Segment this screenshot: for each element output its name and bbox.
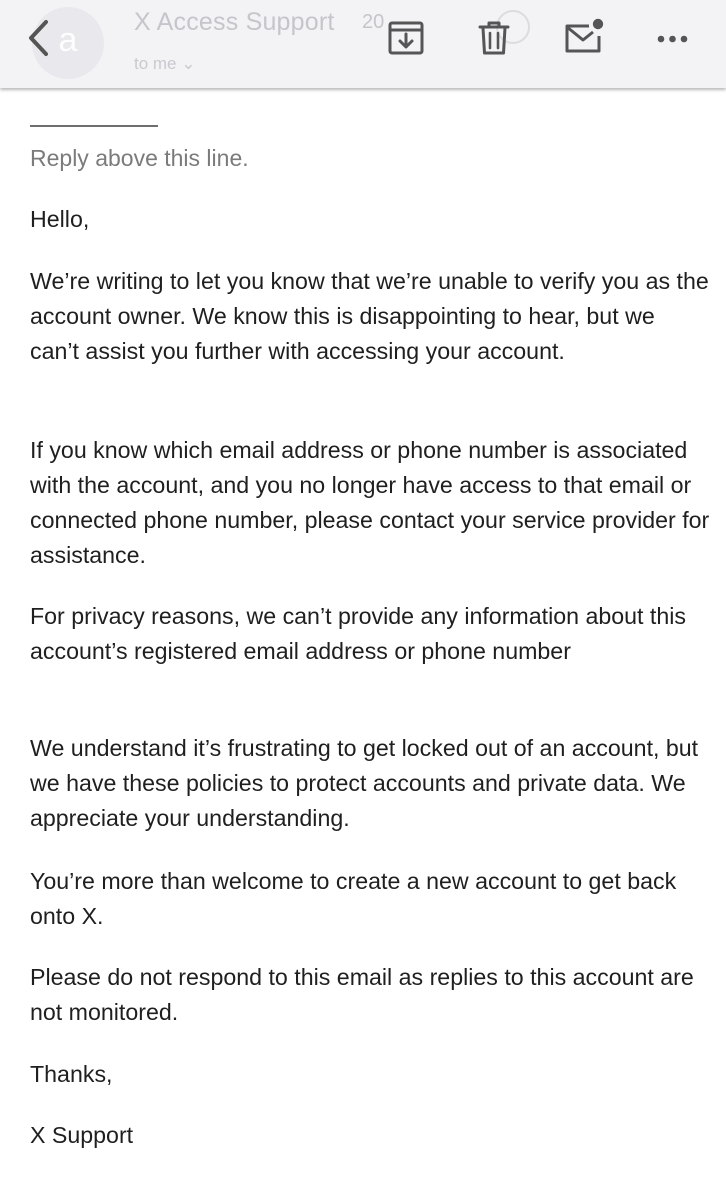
chevron-left-icon [22,14,58,62]
delete-button[interactable] [474,18,514,58]
body-paragraph: If you know which email address or phone number is associated with the account, and you no longer have access to that email or connected phone number, please contact your service provider for assistance. [30,437,710,568]
body-paragraph: Please do not respond to this email as replies to this account are not monitored. [30,964,694,1025]
more-options-button[interactable] [653,18,693,58]
email-date: 20 [362,11,385,33]
body-paragraph: You’re more than welcome to create a new account to get back onto X. [30,868,677,929]
archive-button[interactable] [386,18,426,58]
body-paragraph: For privacy reasons, we can’t provide any information about this account’s registered email address or phone number [30,603,687,664]
closing: Thanks, [30,1061,113,1087]
signature: X Support [30,1122,134,1148]
greeting: Hello, [30,206,90,232]
back-button[interactable] [22,14,58,62]
archive-icon [386,18,426,58]
reply-above-hint: Reply above this line. [30,145,249,171]
body-paragraph: We’re writing to let you know that we’re unable to verify you as the account owner. We know this is disappointing to hear, but we can’t assist you further with accessing your account. [30,268,709,364]
email-toolbar [0,0,726,88]
body-paragraph: We understand it’s frustrating to get locked out of an account, but we have these policies to protect accounts and private data. We appreciate your understanding. [30,735,699,831]
avatar-letter: a [58,21,78,59]
recipient-toggle[interactable]: to me ⌄ [134,54,196,73]
mark-unread-icon [563,18,605,58]
more-icon [653,18,693,58]
reply-divider [30,125,158,127]
trash-icon [474,18,514,58]
sender-name: X Access Support [134,8,335,36]
mark-unread-button[interactable] [563,18,603,58]
